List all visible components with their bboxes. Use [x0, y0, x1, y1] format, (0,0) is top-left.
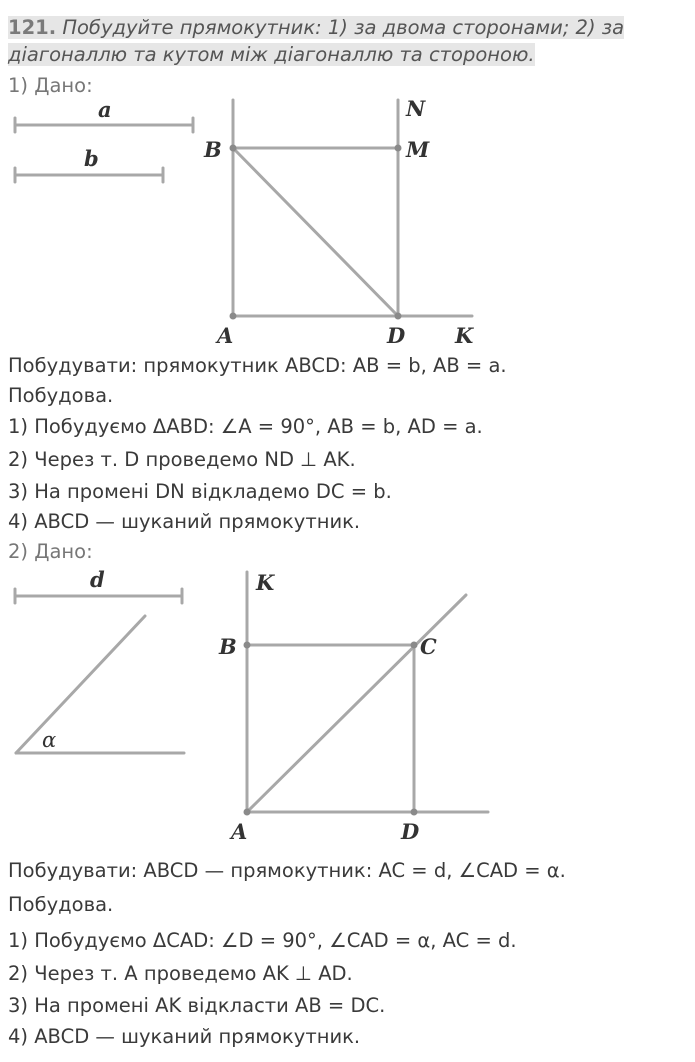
label-K: K: [256, 570, 275, 595]
label-M: M: [406, 137, 430, 162]
point-B-dot: [244, 642, 251, 649]
label-alpha: α: [42, 728, 57, 752]
label-A: A: [217, 323, 234, 348]
point-M-dot: [395, 145, 402, 152]
part2-construct-task: Побудувати: ABCD — прямокутник: AC = d, ∠CAD = α.: [8, 859, 566, 882]
point-B-dot: [230, 145, 237, 152]
angle-alpha-side-2: [16, 616, 145, 753]
statement-line-1: Побудуйте прямокутник: 1) за двома сторонами; 2) за: [62, 16, 625, 39]
part1-step-1: 1) Побудуємо ΔABD: ∠A = 90°, AB = b, AD = a.: [8, 415, 483, 438]
part1-given: 1) Дано:: [8, 74, 93, 97]
problem-number: 121.: [8, 16, 57, 39]
part1-step-4: 4) ABCD — шуканий прямокутник.: [8, 510, 361, 533]
label-D: D: [401, 819, 420, 844]
part1-given-segments: [15, 118, 193, 182]
point-D-dot: [411, 809, 418, 816]
label-C: C: [420, 634, 437, 659]
label-B: B: [204, 137, 222, 162]
label-D: D: [387, 323, 406, 348]
label-d: d: [90, 567, 105, 592]
part2-figure: [244, 572, 489, 816]
label-B: B: [219, 634, 237, 659]
part2-given-elements: [15, 589, 184, 753]
point-A-dot: [230, 313, 237, 320]
point-D-dot: [395, 313, 402, 320]
label-a: a: [98, 97, 112, 122]
segment-BD: [233, 148, 398, 316]
part2-construction-title: Побудова.: [8, 893, 114, 916]
part2-step-3: 3) На промені AK відкласти AB = DC.: [8, 994, 386, 1017]
label-A: A: [231, 819, 248, 844]
ray-AC: [247, 595, 466, 812]
point-A-dot: [244, 809, 251, 816]
part1-construct-task: Побудувати: прямокутник ABCD: AB = b, AB = a.: [8, 354, 507, 377]
statement-line-2: діагоналлю та кутом між діагоналлю та стороною.: [8, 43, 535, 66]
label-b: b: [84, 146, 99, 171]
part1-step-3: 3) На промені DN відкладемо DC = b.: [8, 480, 392, 503]
part2-given: 2) Дано:: [8, 540, 93, 563]
part2-step-4: 4) ABCD — шуканий прямокутник.: [8, 1025, 361, 1048]
part1-figure: [230, 100, 473, 320]
part2-step-1: 1) Побудуємо ΔCAD: ∠D = 90°, ∠CAD = α, AC = d.: [8, 929, 517, 952]
point-C-dot: [411, 642, 418, 649]
part1-construction-title: Побудова.: [8, 384, 114, 407]
label-N: N: [406, 96, 426, 121]
part1-step-2: 2) Через т. D проведемо ND ⊥ AK.: [8, 448, 356, 471]
part2-step-2: 2) Через т. A проведемо AK ⊥ AD.: [8, 962, 353, 985]
label-K: K: [455, 323, 474, 348]
